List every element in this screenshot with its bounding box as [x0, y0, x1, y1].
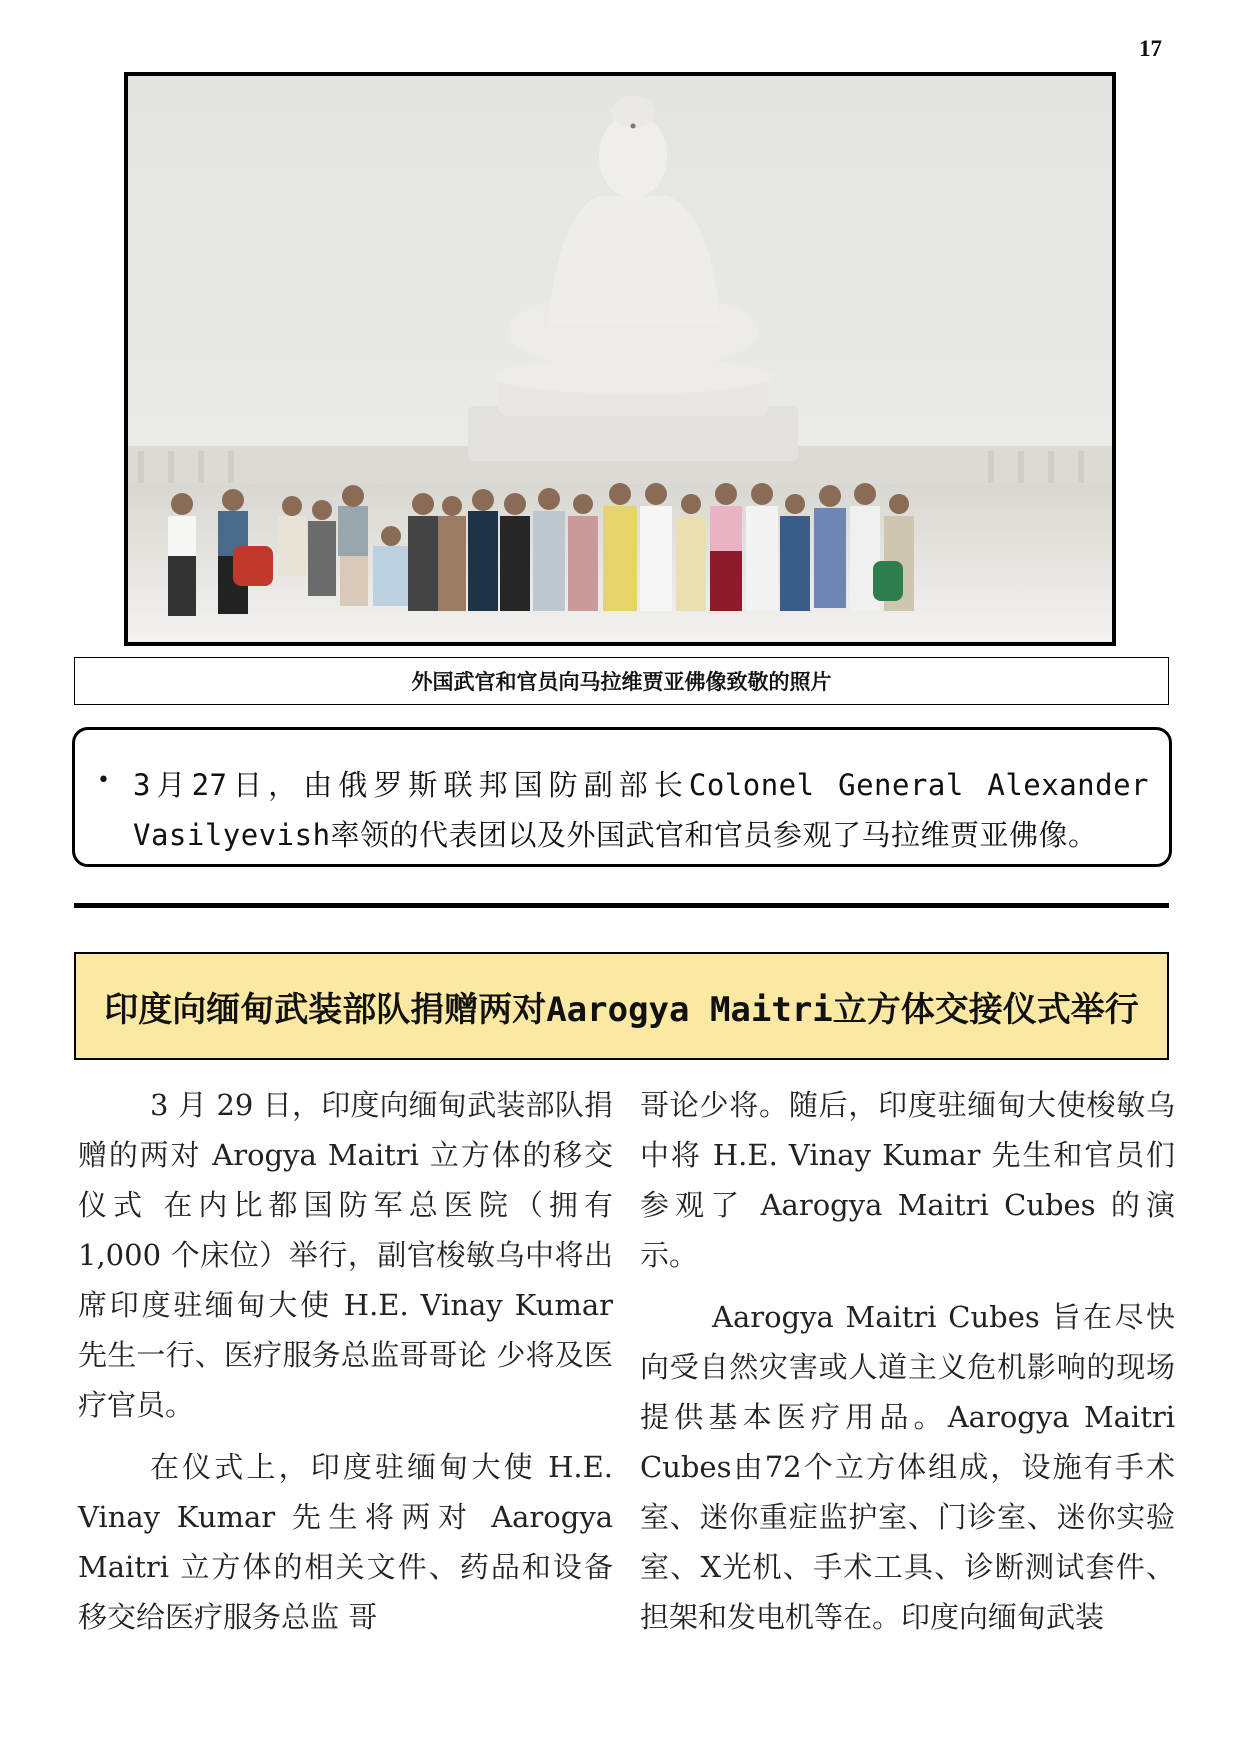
article-paragraph: 在仪式上，印度驻缅甸大使 H.E. Vinay Kumar 先生将两对 Aarogya Maitri 立方体的相关文件、药品和设备移交给医疗服务总监 哥 [78, 1450, 613, 1634]
article-column-left [78, 1080, 613, 1654]
section-divider [74, 903, 1169, 908]
photo-buddha-statue-group [124, 72, 1116, 646]
bullet-text: 3月27日，由俄罗斯联邦国防副部长Colonel General Alexander Vasilyevish率领的代表团以及外国武官和官员参观了马拉维贾亚佛像。 [133, 768, 1149, 852]
bullet-point-icon: • [97, 768, 110, 793]
article-paragraph: 3 月 29 日，印度向缅甸武装部队捐赠的两对 Arogya Maitri 立方体的移交仪式 在内比都国防军总医院（拥有 1,000 个床位）举行，副官梭敏乌中将出席印度驻缅甸大使 H.E. Vinay Kumar 先生一行、医疗服务总监哥哥论 少将及医疗官员。 [78, 1088, 613, 1422]
page-number: 17 [1139, 36, 1162, 61]
article-headline: 印度向缅甸武装部队捐赠两对Aarogya Maitri立方体交接仪式举行 [74, 952, 1169, 1060]
article-column-right [640, 1080, 1175, 1654]
article-paragraph: Aarogya Maitri Cubes 旨在尽快向受自然灾害或人道主义危机影响的现场提供基本医疗用品。Aarogya Maitri Cubes由72个立方体组成，设施有手术室、迷你重症监护室、门诊室、迷你实验室、X光机、手术工具、诊断测试套件、担架和发电机等在。印度向缅甸武装 [640, 1300, 1175, 1634]
bullet-callout [72, 727, 1172, 867]
article-paragraph: 哥论少将。随后，印度驻缅甸大使梭敏乌中将 H.E. Vinay Kumar 先生和官员们参观了 Aarogya Maitri Cubes 的演示。 [640, 1088, 1175, 1272]
photo-caption: 外国武官和官员向马拉维贾亚佛像致敬的照片 [74, 657, 1169, 705]
